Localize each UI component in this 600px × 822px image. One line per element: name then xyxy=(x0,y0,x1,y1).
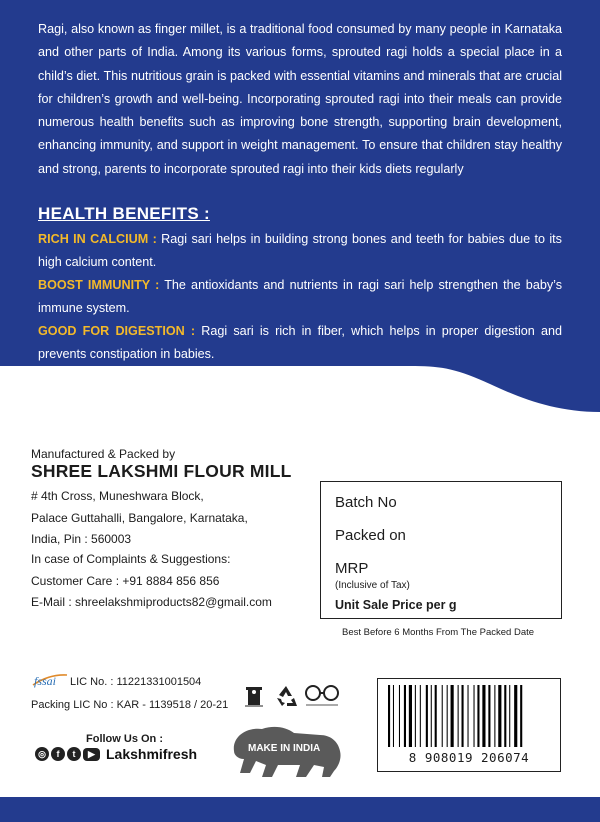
tax-note: (Inclusive of Tax) xyxy=(335,580,410,591)
benefit-item xyxy=(38,228,562,274)
dustbin-icon xyxy=(243,684,265,710)
benefit-key: BOOST IMMUNITY : xyxy=(38,278,160,292)
fssai-license: LIC No. : 11221331001504 xyxy=(70,676,202,688)
manufacturer-label: Manufactured & Packed by xyxy=(31,447,176,461)
address-line: Palace Guttahalli, Bangalore, Karnataka, xyxy=(31,510,248,525)
make-in-india-lion xyxy=(226,715,346,781)
social-handle[interactable]: Lakshmifresh xyxy=(106,746,198,762)
health-benefits-title: HEALTH BENEFITS : xyxy=(38,204,210,223)
packed-on-label: Packed on xyxy=(335,527,406,544)
benefit-text: The antioxidants and nutrients in ragi sari help strengthen the baby’s immune system. xyxy=(38,278,562,315)
fssai-logo xyxy=(31,671,69,689)
benefit-item xyxy=(38,274,562,320)
complaints-label: In case of Complaints & Suggestions: xyxy=(31,552,231,566)
manufacturer-name: SHREE LAKSHMI FLOUR MILL xyxy=(31,461,292,481)
benefit-key: GOOD FOR DIGESTION : xyxy=(38,324,196,338)
batch-info-box xyxy=(320,481,562,619)
packing-license: Packing LIC No : KAR - 1139518 / 20-21 xyxy=(31,699,229,711)
customer-care: Customer Care : +91 8884 856 856 xyxy=(31,573,220,588)
facebook-icon[interactable]: f xyxy=(51,747,65,761)
benefit-item xyxy=(38,320,562,366)
swachh-bharat-icon xyxy=(302,684,342,708)
barcode-box xyxy=(377,678,561,772)
benefit-key: RICH IN CALCIUM : xyxy=(38,232,157,246)
address-line: India, Pin : 560003 xyxy=(31,532,132,546)
benefit-text: Ragi sari is rich in fiber, which helps in proper digestion and prevents constipation in babies. xyxy=(38,324,563,361)
unit-price-label: Unit Sale Price per g xyxy=(335,598,457,612)
barcode-number: 8 908019 206074 xyxy=(408,750,530,765)
make-in-india-text: MAKE IN INDIA xyxy=(248,743,321,754)
fssai-logo-text: fssai xyxy=(34,674,57,688)
complaints-block xyxy=(31,549,272,614)
best-before-note: Best Before 6 Months From The Packed Date xyxy=(342,627,535,638)
bottom-blue-band xyxy=(0,797,600,822)
recycle-icon xyxy=(273,684,299,710)
health-benefits-list xyxy=(38,228,562,366)
address-line: # 4th Cross, Muneshwara Block, xyxy=(31,489,204,503)
twitter-icon[interactable]: t xyxy=(67,747,81,761)
intro-paragraph: Ragi, also known as finger millet, is a traditional food consumed by many people in Karnataka and other parts of India. Among its various forms, sprouted ragi holds a special place in a child’s diet. This nutritious grain is packed with essential vitamins and minerals that are crucial for children’s growth and well-being. Incorporating sprouted ragi into their meals can provide numerous health benefits such as improving bone strength, supporting brain development, enhancing immunity, and support in weight management. To ensure that children stay healthy and strong, parents to incorporate sprouted ragi into their kids diets regularly xyxy=(38,22,562,176)
instagram-icon[interactable]: ◎ xyxy=(35,747,49,761)
mrp-label: MRP xyxy=(335,560,369,577)
social-links xyxy=(35,746,197,762)
manufacturer-address xyxy=(31,486,248,551)
youtube-icon[interactable]: ▶ xyxy=(83,748,100,761)
barcode-bars xyxy=(386,685,554,749)
batch-no-label: Batch No xyxy=(335,494,397,511)
follow-us-label: Follow Us On : xyxy=(86,733,163,745)
benefit-text: Ragi sari helps in building strong bones and teeth for babies due to its high calcium content. xyxy=(38,232,562,269)
email: E-Mail : shreelakshmiproducts82@gmail.com xyxy=(31,595,272,609)
